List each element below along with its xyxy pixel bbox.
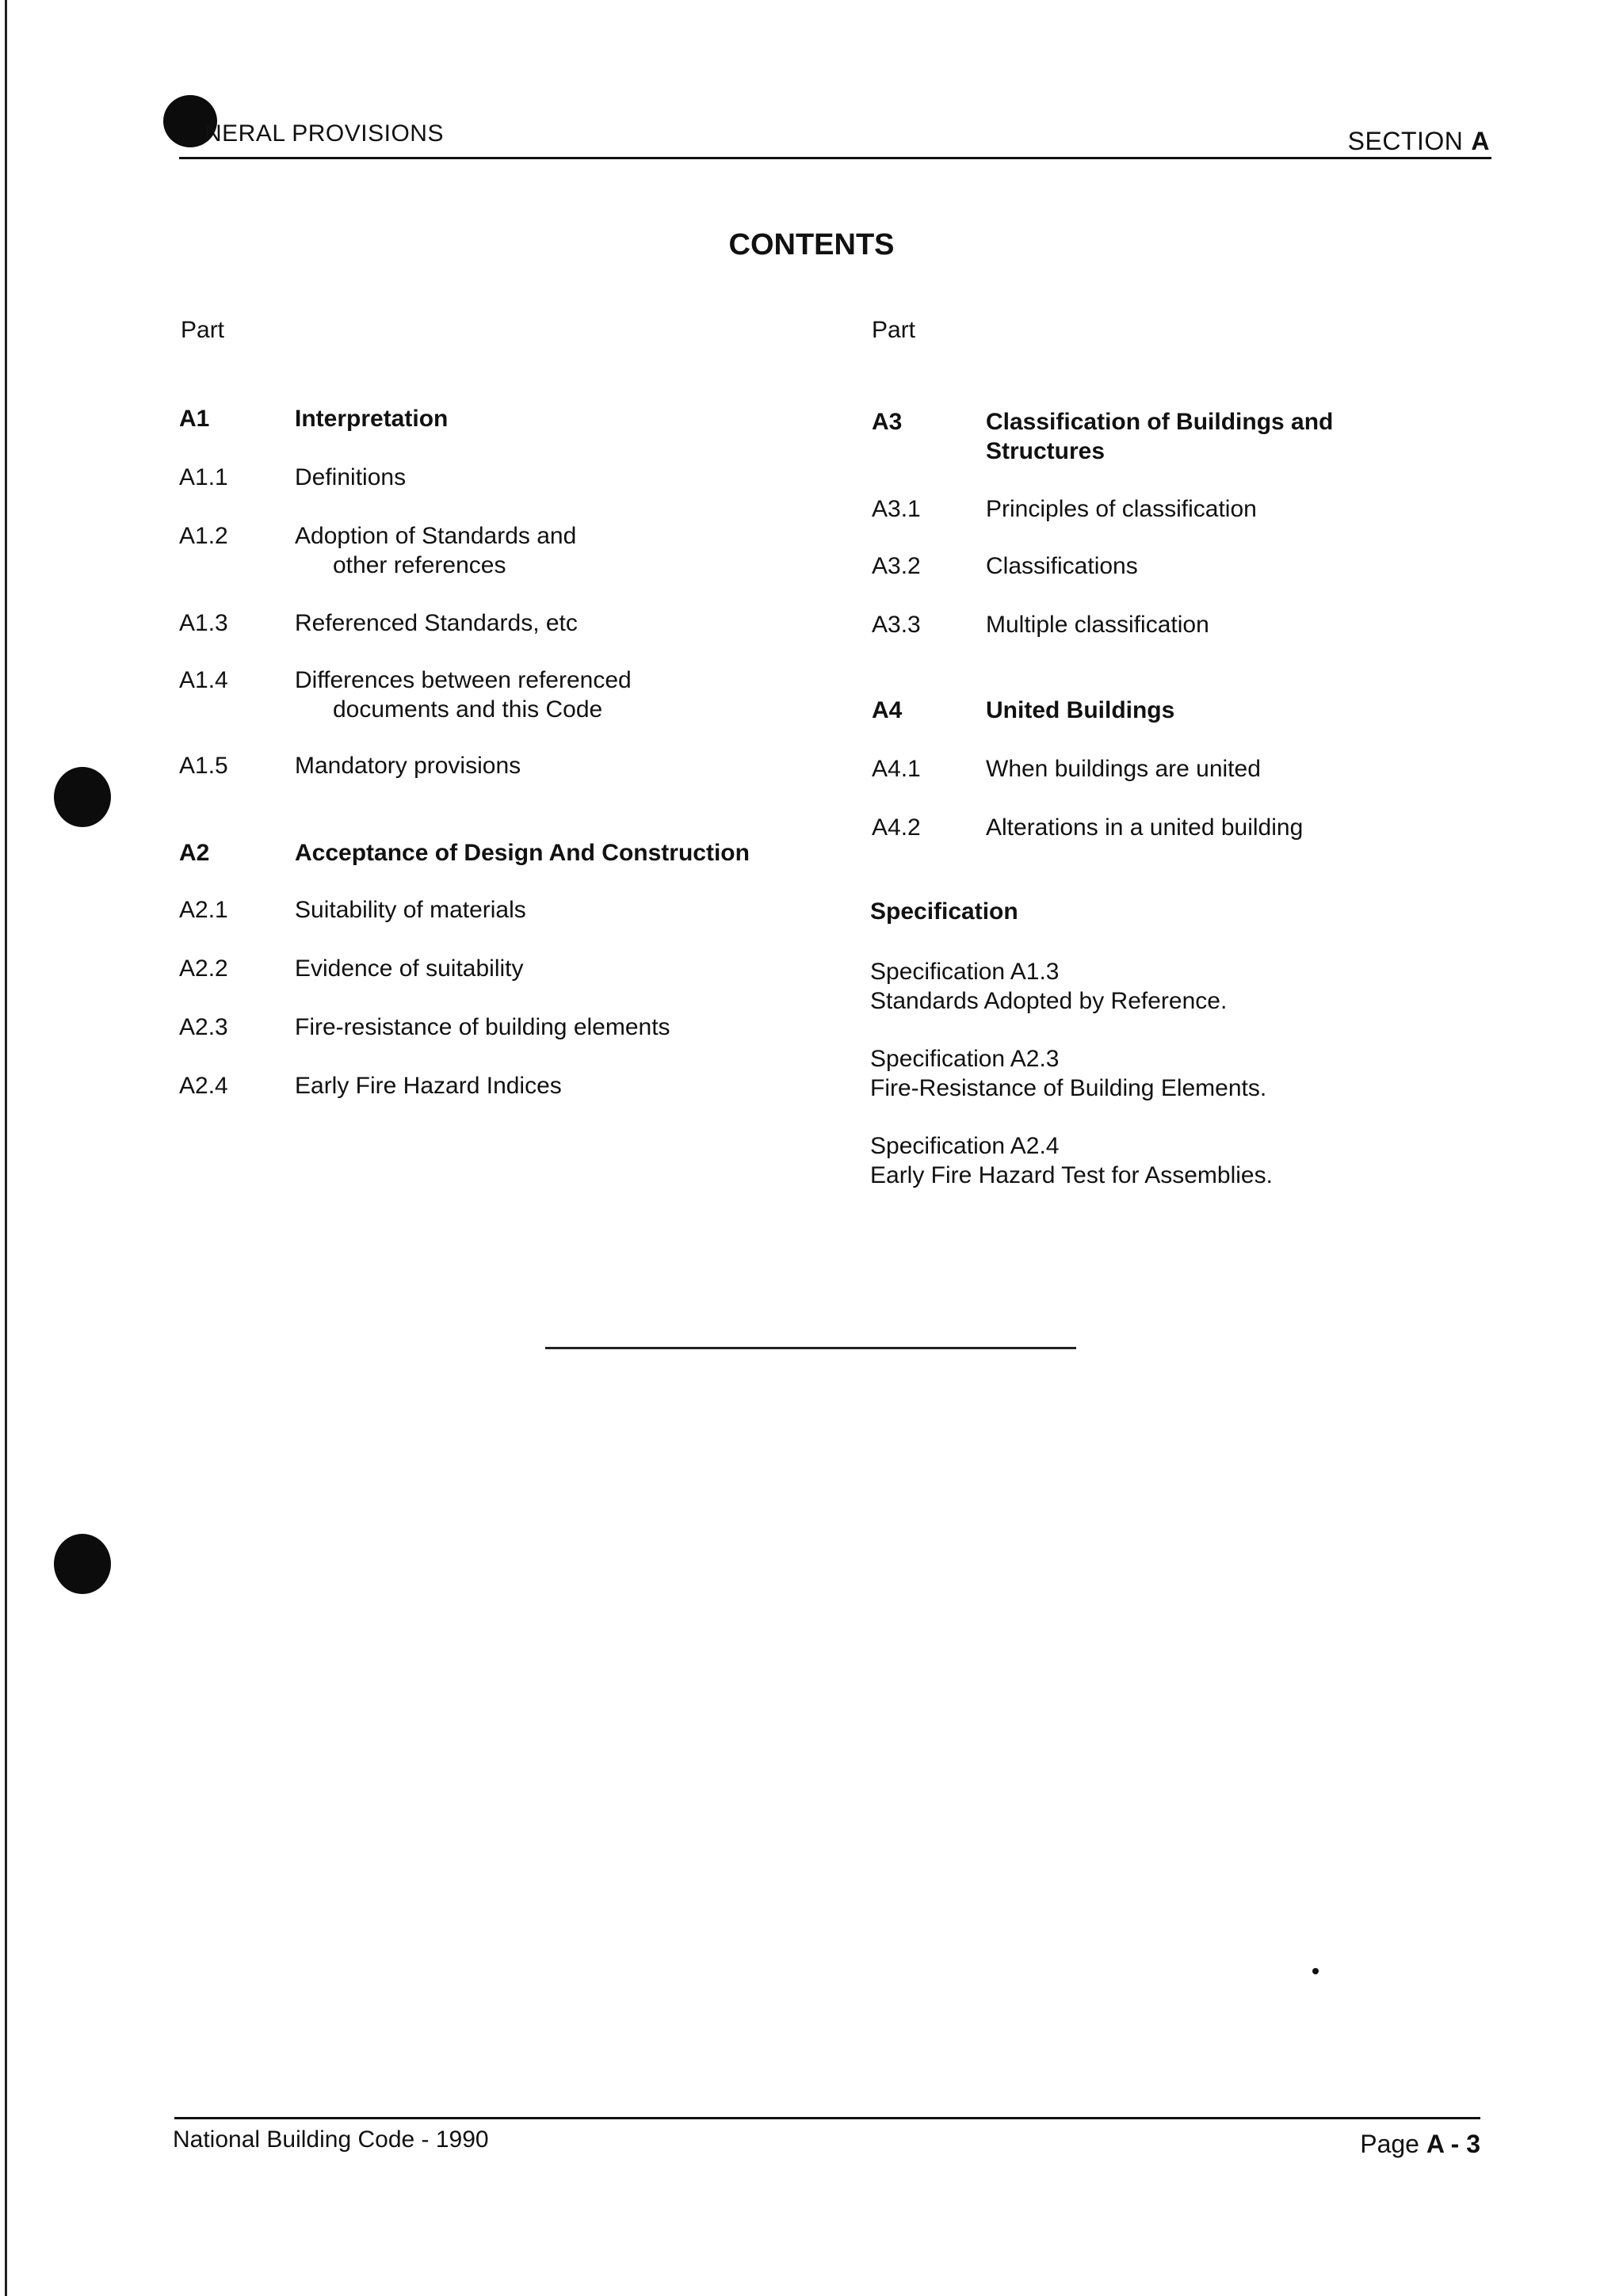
- footer-rule: [174, 2117, 1480, 2119]
- toc-entry-number: A1.3: [179, 610, 228, 636]
- toc-entry-title: United Buildings: [986, 697, 1175, 723]
- specification-description: Standards Adopted by Reference.: [870, 988, 1228, 1014]
- page-number: [1360, 2130, 1480, 2159]
- toc-entry-title-continued: Structures: [986, 438, 1106, 464]
- toc-entry-title: Alterations in a united building: [986, 814, 1304, 841]
- specification-description: Fire-Resistance of Building Elements.: [870, 1075, 1267, 1101]
- toc-entry-title: Adoption of Standards and: [295, 523, 577, 549]
- specification-item-a1-3[interactable]: [870, 957, 1227, 1016]
- toc-entry-title: Definitions: [295, 464, 407, 490]
- section-letter: A: [1471, 127, 1490, 155]
- page-left-edge: [5, 0, 7, 2296]
- toc-entry-title: Multiple classification: [986, 612, 1209, 638]
- footer-publication: National Building Code - 1990: [173, 2126, 489, 2153]
- stray-ink-dot: [1312, 1968, 1319, 1974]
- specification-description: Early Fire Hazard Test for Assemblies.: [870, 1162, 1273, 1188]
- toc-entry-number: A1: [179, 406, 210, 432]
- toc-entry-title: Referenced Standards, etc: [295, 610, 578, 636]
- toc-entry-title: Differences between referenced: [295, 667, 632, 693]
- toc-entry-title: Classifications: [986, 553, 1138, 579]
- toc-entry-number: A1.1: [179, 464, 228, 490]
- toc-entry-title: Mandatory provisions: [295, 753, 521, 779]
- specification-item-a2-3[interactable]: [870, 1044, 1266, 1103]
- toc-entry-number: A1.5: [179, 753, 228, 779]
- punch-hole-lower: [54, 1534, 111, 1594]
- toc-entry-title: Early Fire Hazard Indices: [295, 1073, 562, 1099]
- toc-entry-number: A4.2: [872, 814, 921, 841]
- toc-entry-title: Suitability of materials: [295, 897, 526, 923]
- toc-entry-title-block: [295, 666, 632, 724]
- left-column-label: Part: [181, 317, 225, 343]
- toc-entry-title-block: [986, 407, 1333, 466]
- punch-hole-upper: [54, 767, 111, 827]
- toc-entry-number: A3.1: [872, 496, 921, 522]
- toc-entry-title-block: [295, 521, 576, 580]
- toc-entry-title: Classification of Buildings and: [986, 409, 1334, 435]
- page-number-value: A - 3: [1426, 2130, 1480, 2158]
- toc-entry-number: A3.3: [872, 612, 921, 638]
- toc-entry-title: Interpretation: [295, 406, 449, 432]
- header-rule: [179, 157, 1491, 159]
- toc-entry-title: Principles of classification: [986, 496, 1257, 522]
- specification-title: Specification A2.3: [870, 1046, 1060, 1072]
- specification-item-a2-4[interactable]: [870, 1131, 1273, 1190]
- toc-entry-number: A2: [179, 840, 210, 866]
- toc-entry-number: A2.2: [179, 955, 228, 982]
- section-label: [1348, 127, 1490, 156]
- specification-heading: Specification: [870, 898, 1018, 925]
- toc-entry-number: A4.1: [872, 756, 921, 782]
- toc-entry-title: When buildings are united: [986, 756, 1261, 782]
- toc-entry-number: A4: [872, 697, 903, 723]
- toc-entry-title-continued: documents and this Code: [333, 696, 603, 723]
- specification-title: Specification A2.4: [870, 1133, 1060, 1159]
- toc-entry-title: Fire-resistance of building elements: [295, 1014, 670, 1040]
- toc-entry-number: A1.2: [179, 523, 228, 549]
- toc-entry-number: A1.4: [179, 667, 228, 693]
- specification-title: Specification A1.3: [870, 959, 1060, 985]
- right-column-label: Part: [872, 317, 916, 343]
- page-prefix: Page: [1360, 2130, 1419, 2158]
- page-title: CONTENTS: [728, 228, 895, 261]
- toc-entry-number: A2.3: [179, 1014, 228, 1040]
- contents-end-divider: [545, 1347, 1076, 1349]
- toc-entry-number: A3: [872, 409, 903, 435]
- toc-entry-number: A3.2: [872, 553, 921, 579]
- running-header-title: NERAL PROVISIONS: [204, 120, 444, 147]
- toc-entry-number: A2.1: [179, 897, 228, 923]
- section-word: SECTION: [1347, 127, 1464, 155]
- toc-entry-title: Evidence of suitability: [295, 955, 524, 982]
- toc-entry-number: A2.4: [179, 1073, 228, 1099]
- toc-entry-title: Acceptance of Design And Construction: [295, 840, 750, 866]
- toc-entry-title-continued: other references: [333, 552, 506, 578]
